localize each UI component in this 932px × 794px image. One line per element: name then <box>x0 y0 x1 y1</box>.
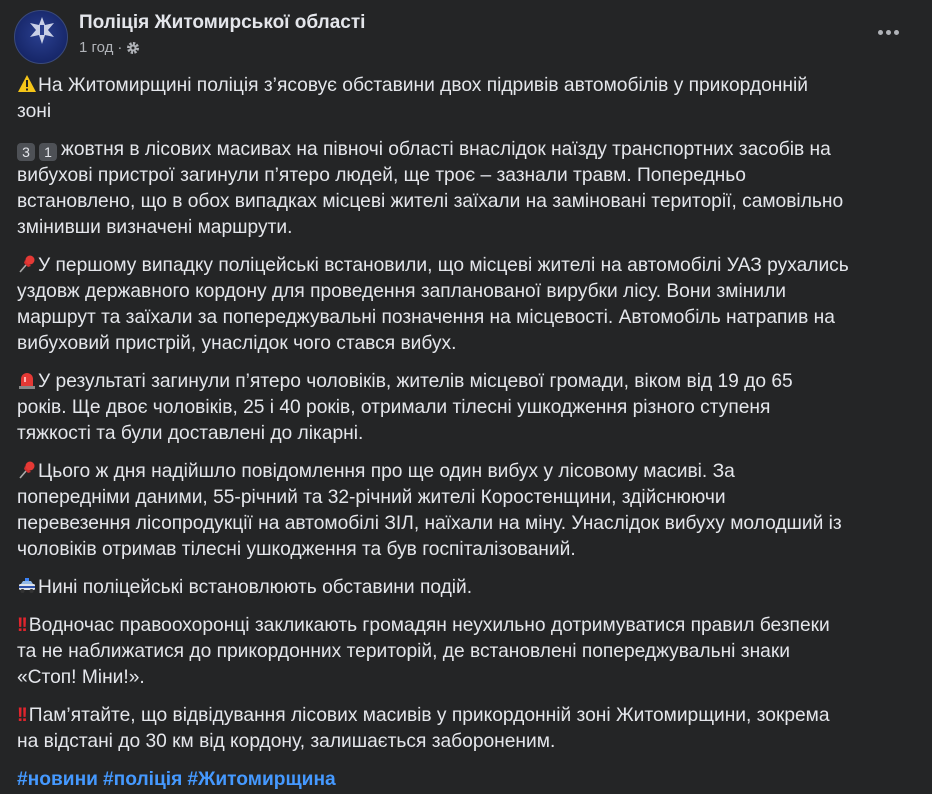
paragraph-line <box>17 279 922 305</box>
line-text: У першому випадку поліцейські встановили, що місцеві жителі на автомобілі УАЗ рухались <box>38 255 849 276</box>
warning-icon <box>17 74 37 94</box>
line-text: тяжкості та були доставлені до лікарні. <box>17 423 364 444</box>
paragraph-line <box>17 331 922 357</box>
line-text: попередніми даними, 55-річний та 32-річний жителі Коростенщини, здійснюючи <box>17 487 726 508</box>
line-text: на відстані до 30 км від кордону, залишається забороненим. <box>17 731 556 752</box>
post-paragraph <box>17 369 922 447</box>
line-text: встановлено, що в обох випадках місцеві жителі заїхали на заміновані території, самовільно <box>17 191 844 212</box>
paragraph-line <box>17 253 922 279</box>
hashtag-link[interactable]: #новини <box>17 769 98 790</box>
line-text: уздовж державного кордону для проведення запланованої вирубки лісу. Вони змінили <box>17 281 786 302</box>
hashtag-link[interactable]: #Житомирщина <box>187 769 336 790</box>
line-text: перевезення лісопродукції на автомобілі ЗІЛ, наїхали на міну. Унаслідок вибуху молодший із <box>17 513 842 534</box>
gear-icon[interactable] <box>126 41 140 55</box>
more-options-button[interactable] <box>870 20 906 44</box>
line-text: маршрут та заїхали за попереджувальні позначення на місцевості. Автомобіль натрапив на <box>17 307 835 328</box>
post-paragraph <box>17 253 922 357</box>
keycap-digit-icon: 1 <box>39 143 57 161</box>
line-text: жовтня в лісових масивах на півночі області внаслідок наїзду транспортних засобів на <box>61 139 831 160</box>
siren-icon <box>17 370 37 390</box>
more-horizontal-icon <box>878 30 883 35</box>
post-paragraph <box>17 613 922 691</box>
line-text: років. Ще двоє чоловіків, 25 і 40 років, отримали тілесні ушкодження різного ступеня <box>17 397 771 418</box>
page-avatar[interactable] <box>14 10 68 64</box>
line-text: У результаті загинули п’ятеро чоловіків, жителів місцевої громади, віком від 19 до 65 <box>38 371 793 392</box>
paragraph-line <box>17 369 922 395</box>
post-meta <box>79 39 140 56</box>
paragraph-line <box>17 485 922 511</box>
post-paragraph <box>17 137 922 241</box>
paragraph-line <box>17 575 922 601</box>
line-text: «Стоп! Міни!». <box>17 667 145 688</box>
pushpin-icon <box>17 254 37 274</box>
paragraph-line <box>17 305 922 331</box>
police-star-icon <box>28 17 56 47</box>
line-text: Нині поліцейські встановлюють обставини подій. <box>38 577 473 598</box>
line-text: чоловіків отримав тілесні ушкодження та був госпіталізований. <box>17 539 576 560</box>
paragraph-line <box>17 189 922 215</box>
post-paragraph <box>17 703 922 755</box>
paragraph-line <box>17 163 922 189</box>
line-text: вибуховий пристрій, унаслідок чого стався вибух. <box>17 333 457 354</box>
line-text: та не наближатися до прикордонних територій, де встановлені попереджувальні знаки <box>17 641 790 662</box>
paragraph-line <box>17 395 922 421</box>
paragraph-line <box>17 665 922 691</box>
line-text: змінивши визначені маршрути. <box>17 217 293 238</box>
line-text: зоні <box>17 101 52 122</box>
double-exclamation-icon: !! <box>17 615 26 636</box>
page-name-link[interactable]: Поліція Житомирської області <box>79 12 366 33</box>
paragraph-line <box>17 537 922 563</box>
hashtags <box>17 767 922 793</box>
paragraph-line <box>17 73 922 99</box>
post-paragraph <box>17 459 922 563</box>
post-paragraph <box>17 575 922 601</box>
meta-separator: · <box>117 39 123 56</box>
police-car-icon <box>17 576 37 596</box>
line-text: Водночас правоохоронці закликають громадян неухильно дотримуватися правил безпеки <box>28 615 830 636</box>
paragraph-line <box>17 729 922 755</box>
keycap-digit-icon: 3 <box>17 143 35 161</box>
paragraph-line <box>17 703 922 729</box>
paragraph-line <box>17 639 922 665</box>
line-text: На Житомирщині поліція з’ясовує обставини двох підривів автомобілів у прикордонній <box>38 75 808 96</box>
line-text: Цього ж дня надійшло повідомлення про ще один вибух у лісовому масиві. За <box>38 461 735 482</box>
line-text: вибухові пристрої загинули п’ятеро людей, ще троє – зазнали травм. Попередньо <box>17 165 746 186</box>
post-paragraph <box>17 73 922 125</box>
paragraph-line <box>17 613 922 639</box>
line-text: Пам’ятайте, що відвідування лісових масивів у прикордонній зоні Житомирщини, зокрема <box>28 705 830 726</box>
post-time-link[interactable]: 1 год <box>79 39 114 56</box>
pushpin-icon <box>17 460 37 480</box>
paragraph-line <box>17 511 922 537</box>
post-body <box>17 73 922 793</box>
paragraph-line <box>17 137 922 163</box>
paragraph-line <box>17 459 922 485</box>
paragraph-line <box>17 99 922 125</box>
paragraph-line <box>17 421 922 447</box>
double-exclamation-icon: !! <box>17 705 26 726</box>
hashtag-link[interactable]: #поліція <box>102 769 183 790</box>
paragraph-line <box>17 215 922 241</box>
